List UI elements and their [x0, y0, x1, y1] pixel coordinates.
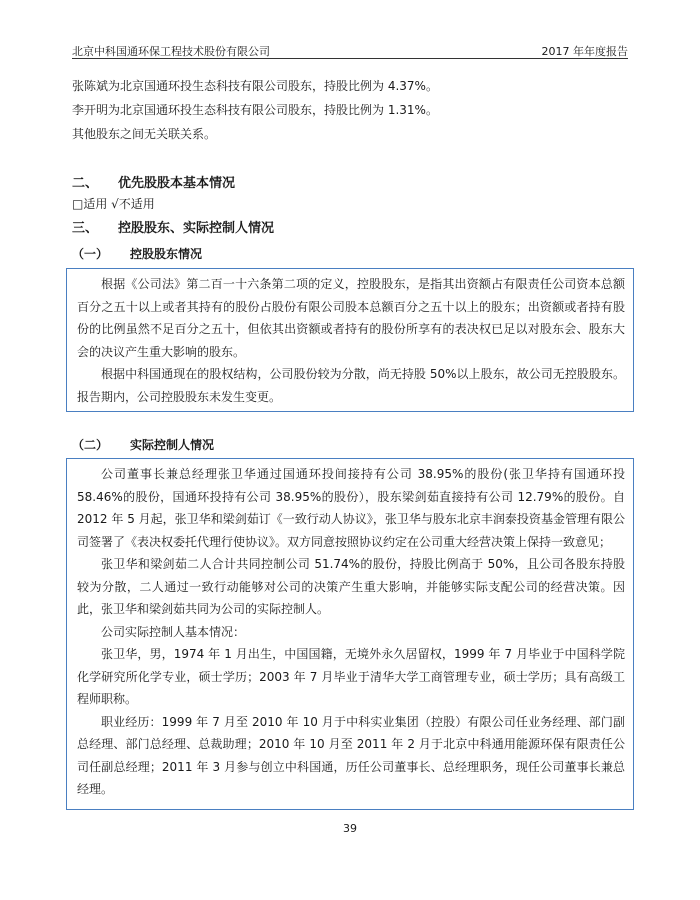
subsection-title: 实际控制人情况	[130, 438, 215, 452]
paragraph: 公司实际控制人基本情况：	[101, 624, 246, 639]
shareholder-note: 其他股东之间无关联关系。	[72, 127, 217, 141]
subsection-1-heading	[72, 245, 628, 262]
header-report-title: 2017 年年度报告	[541, 45, 628, 58]
page-header	[72, 30, 628, 59]
subsection-number: （一）	[72, 247, 109, 261]
section-title: 优先股股本基本情况	[118, 176, 236, 191]
section-3-heading	[72, 217, 628, 236]
applicable-status: □适用 √不适用	[72, 197, 155, 211]
paragraph: 根据《公司法》第二百一十六条第二项的定义，控股股东，是指其出资额占有限责任公司资本总额百分之五十以上或者其持有的股份占股份有限公司股本总额百分之五十以上的股东；出资额或者持有股份的比例虽然不足百分之五十，但依其出资额或者持有的股份所享有的表决权已足以对股东会、股东大会的决议产生重大影响的股东。	[77, 277, 625, 359]
subsection-number: （二）	[72, 438, 109, 452]
section-number: 二、	[72, 176, 99, 191]
paragraph: 公司董事长兼总经理张卫华通过国通环投间接持有公司 38.95%的股份(张卫华持有国通环投 58.46%的股份，国通环投持有公司 38.95%的股份），股东梁剑茹直接持有公司 12.79%的股份。自 2012 年 5 月起，张卫华和梁剑茹订《一致行动人协议》，张卫华与股东北京丰润泰投资基金管理有限公司签署了《表决权委托代理行使协议》。双方同意按照协议约定在公司重大经营决策上保持一致意见；	[77, 467, 625, 549]
subsection-2-heading	[72, 436, 628, 453]
paragraph: 张卫华，男，1974 年 1 月出生，中国国籍，无境外永久居留权，1999 年 7 月毕业于中国科学院化学研究所化学专业，硕士学历；2003 年 7 月毕业于清华大学工商管理专业，硕士学历；具有高级工程师职称。	[77, 647, 625, 706]
paragraph: 职业经历：1999 年 7 月至 2010 年 10 月于中科实业集团（控股）有限公司任业务经理、部门副总经理、部门总经理、总裁助理；2010 年 10 月至 2011 年 2 月于北京中科通用能源环保有限责任公司任副总经理；2011 年 3 月参与创立中科国通，历任公司董事长、总经理职务，现任公司董事长兼总经理。	[77, 714, 625, 796]
controlling-shareholder-box	[66, 268, 634, 412]
section-2-heading	[72, 172, 628, 191]
shareholder-note: 李开明为北京国通环投生态科技有限公司股东，持股比例为 1.31%。	[72, 103, 438, 117]
section-title: 控股股东、实际控制人情况	[118, 221, 275, 236]
header-company: 北京中科国通环保工程技术股份有限公司	[72, 45, 270, 58]
section-number: 三、	[72, 221, 99, 236]
shareholder-note: 张陈斌为北京国通环投生态科技有限公司股东，持股比例为 4.37%。	[72, 79, 438, 93]
paragraph: 根据中科国通现在的股权结构，公司股份较为分散，尚无持股 50%以上股东，故公司无控股股东。报告期内，公司控股股东未发生变更。	[77, 367, 625, 404]
paragraph: 张卫华和梁剑茹二人合计共同控制公司 51.74%的股份，持股比例高于 50%，且公司各股东持股较为分散，二人通过一致行动能够对公司的决策产生重大影响，并能够实际支配公司的经营决策。因此，张卫华和梁剑茹共同为公司的实际控制人。	[77, 557, 625, 616]
subsection-title: 控股股东情况	[130, 247, 203, 261]
page-number: 39	[343, 822, 357, 835]
actual-controller-box	[66, 458, 634, 810]
shareholder-notes	[72, 74, 628, 146]
